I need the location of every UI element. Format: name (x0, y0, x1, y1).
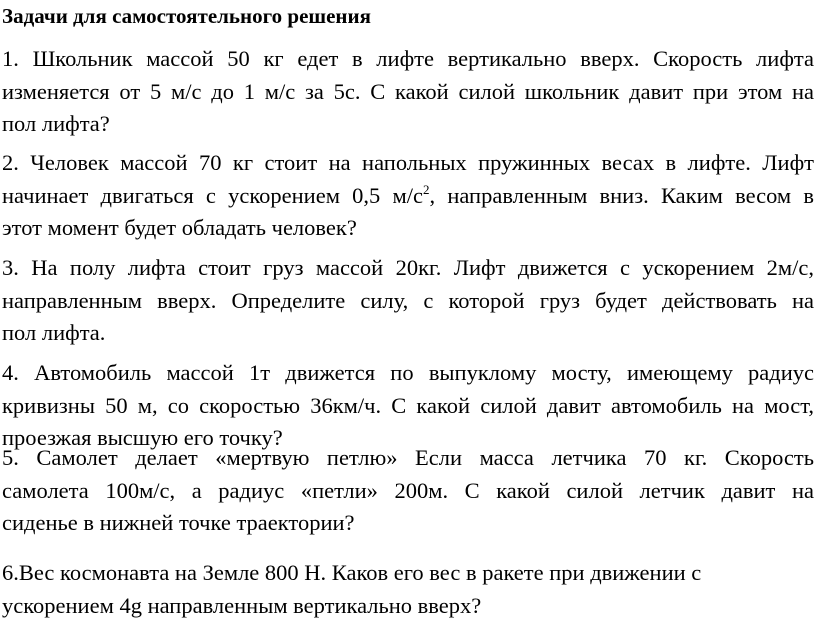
problem-3 (2, 252, 814, 350)
problem-6-line-2: ускорением 4g направленным вертикально вверх? (2, 592, 482, 618)
problem-6-line-1: 6.Вес космонавта на Земле 800 Н. Каков его вес в ракете при движении с (2, 560, 702, 585)
problem-1-line-2: изменяется от 5 м/с до 1 м/с за 5с. С какой силой школьник давит при этом на (2, 78, 814, 104)
problem-1-line-1: 1. Школьник массой 50 кг едет в лифте вертикально вверх. Скорость лифта (2, 46, 814, 71)
problem-3-line-1: 3. На полу лифта стоит груз массой 20кг. Лифт движется с ускорением 2м/с, (2, 255, 814, 280)
problem-2-line-2-tail: , направленным вниз. Каким весом в (429, 182, 814, 208)
problem-2-line-3: этот момент будет обладать человек? (2, 215, 357, 240)
document-page (2, 0, 814, 633)
problem-3-line-3: пол лифта. (2, 320, 106, 345)
problem-4-line-1: 4. Автомобиль массой 1т движется по выпуклому мосту, имеющему радиус (2, 360, 814, 385)
problem-4-line-2: кривизны 50 м, со скоростью 36км/ч. С какой силой давит автомобиль на мост, (2, 392, 814, 418)
superscript-exponent: 2 (422, 181, 430, 197)
problem-5-line-3: сиденье в нижней точке траектории? (2, 510, 355, 535)
problem-4 (2, 357, 814, 455)
problem-5-line-1: 5. Самолет делает «мертвую петлю» Если масса летчика 70 кг. Скорость (2, 445, 814, 470)
problem-1-line-3: пол лифта? (2, 111, 110, 136)
problem-2-line-2-text: начинает двигаться с ускорением 0,5 м/с (2, 182, 423, 208)
problem-2-line-1: 2. Человек массой 70 кг стоит на напольных пружинных весах в лифте. Лифт (2, 150, 814, 175)
problem-1 (2, 43, 814, 141)
problem-5 (2, 442, 814, 540)
problem-4-line-3: проезжая высшую его точку? (2, 425, 283, 450)
problem-6 (2, 557, 814, 622)
problem-2-line-2 (2, 180, 814, 213)
problem-5-line-2: самолета 100м/с, а радиус «петли» 200м. С какой силой летчик давит на (2, 477, 814, 503)
page-title: Задачи для самостоятельного решения (2, 4, 371, 28)
problem-3-line-2: направленным вверх. Определите силу, с которой груз будет действовать на (2, 287, 814, 313)
problem-2 (2, 147, 814, 245)
